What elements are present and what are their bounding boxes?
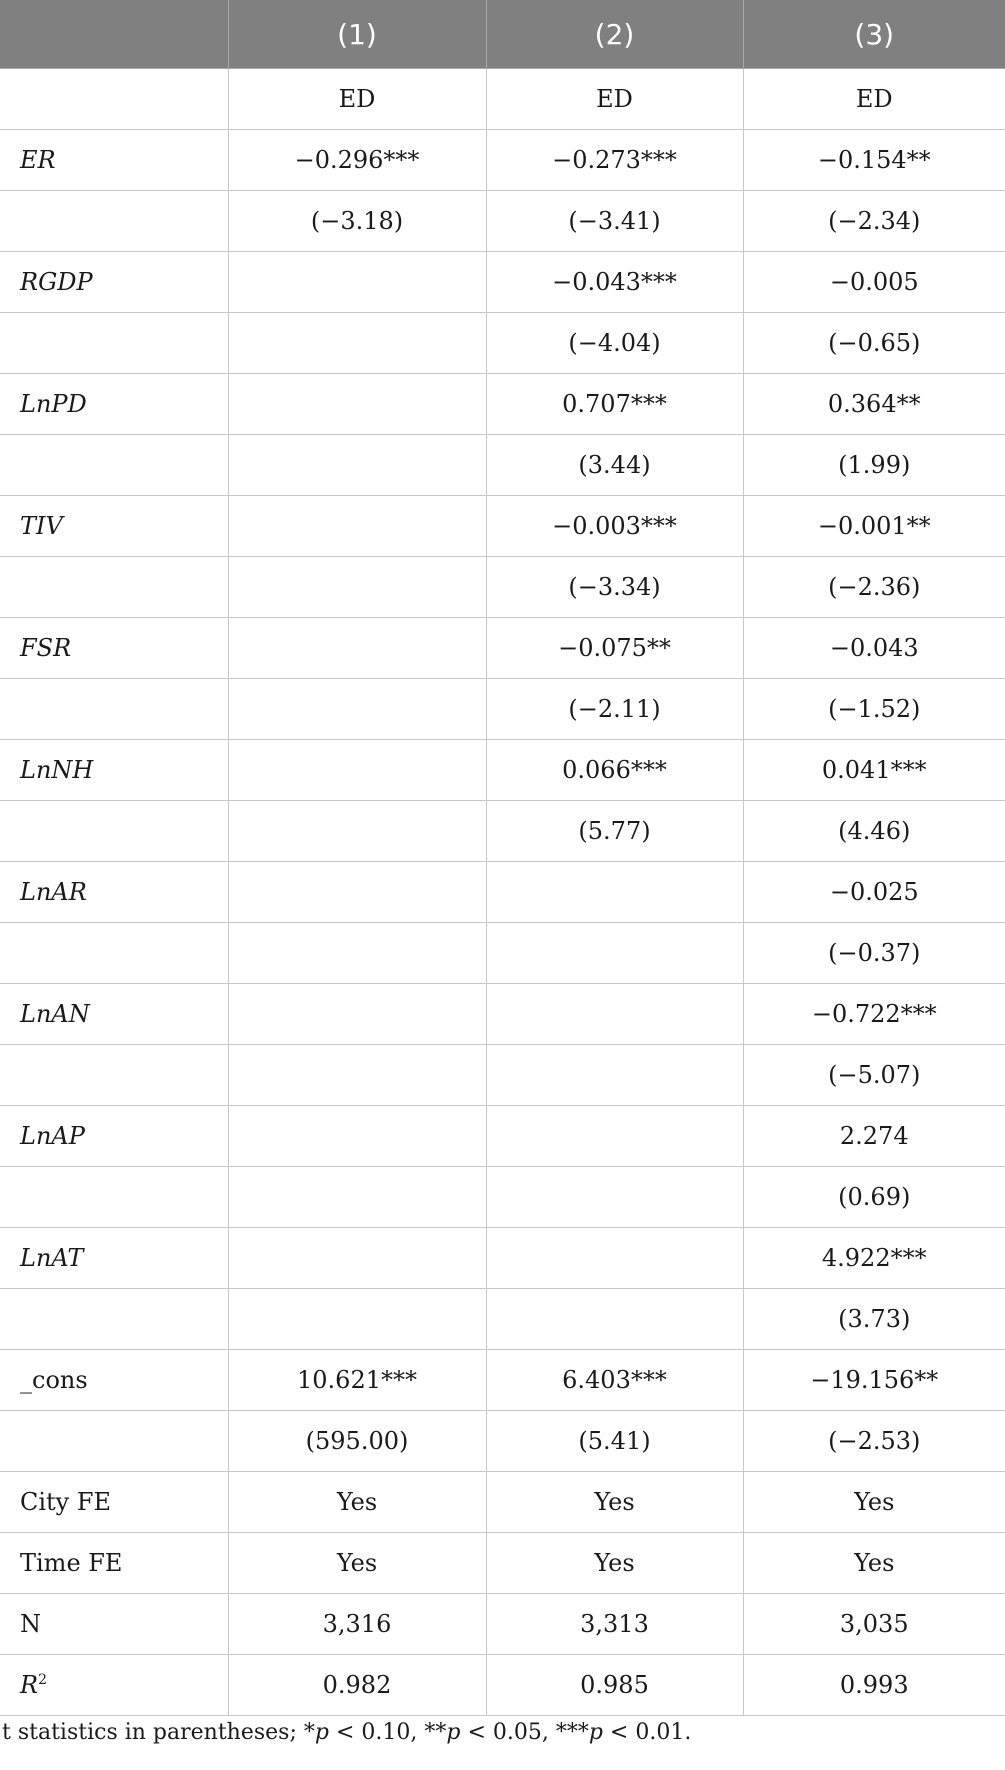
row-cell-col2: −0.003*** [486,496,743,557]
r-squared-col1: 0.982 [228,1655,486,1716]
row-label: N [0,1594,228,1655]
table-row [0,1594,1005,1655]
row-label [0,1045,228,1106]
row-cell-col1 [228,862,486,923]
row-label: LnAT [0,1228,228,1289]
depvar-col3: ED [743,69,1005,130]
header-cell-blank [0,0,228,69]
row-cell-col2 [486,1228,743,1289]
table-row [0,923,1005,984]
row-cell-col2: Yes [486,1533,743,1594]
row-label: RGDP [0,252,228,313]
row-cell-col3: (3.73) [743,1289,1005,1350]
row-label [0,801,228,862]
row-cell-col3: 3,035 [743,1594,1005,1655]
header-cell-col1: (1) [228,0,486,69]
row-cell-col3: (−0.65) [743,313,1005,374]
row-cell-col1 [228,923,486,984]
table-row [0,679,1005,740]
table-row [0,1106,1005,1167]
row-label [0,1411,228,1472]
row-cell-col2 [486,1289,743,1350]
row-cell-col3: (−2.36) [743,557,1005,618]
note-t2: < 0.05, *** [460,1720,589,1745]
row-cell-col1 [228,618,486,679]
row-cell-col1: 3,316 [228,1594,486,1655]
table-row [0,313,1005,374]
row-cell-col3: (−2.53) [743,1411,1005,1472]
row-cell-col1 [228,1228,486,1289]
row-cell-col3: −19.156** [743,1350,1005,1411]
row-cell-col2: (5.41) [486,1411,743,1472]
row-cell-col3: (−5.07) [743,1045,1005,1106]
row-cell-col1 [228,496,486,557]
row-cell-col1 [228,1167,486,1228]
row-label: LnAN [0,984,228,1045]
row-cell-col1: (595.00) [228,1411,486,1472]
row-cell-col2: −0.043*** [486,252,743,313]
row-cell-col3: (−2.34) [743,191,1005,252]
header-cell-col2: (2) [486,0,743,69]
row-cell-col2: (3.44) [486,435,743,496]
row-label: LnNH [0,740,228,801]
row-label [0,1167,228,1228]
row-label: LnAP [0,1106,228,1167]
row-label [0,557,228,618]
row-cell-col3: 4.922*** [743,1228,1005,1289]
table-row [0,618,1005,679]
row-cell-col3: −0.043 [743,618,1005,679]
table-row [0,1411,1005,1472]
table-row [0,801,1005,862]
row-cell-col1 [228,1045,486,1106]
table-row [0,557,1005,618]
row-cell-col2: (−3.34) [486,557,743,618]
row-label [0,923,228,984]
row-cell-col2: 6.403*** [486,1350,743,1411]
r-squared-row [0,1655,1005,1716]
depvar-col1: ED [228,69,486,130]
table-row [0,435,1005,496]
row-cell-col2 [486,1167,743,1228]
table-row [0,1045,1005,1106]
row-label: FSR [0,618,228,679]
row-cell-col3: −0.005 [743,252,1005,313]
row-cell-col2 [486,1106,743,1167]
table-row [0,740,1005,801]
row-cell-col1 [228,252,486,313]
depvar-label [0,69,228,130]
row-label [0,435,228,496]
row-label: City FE [0,1472,228,1533]
row-cell-col1 [228,1106,486,1167]
row-cell-col1 [228,374,486,435]
row-cell-col3: −0.025 [743,862,1005,923]
row-cell-col2: Yes [486,1472,743,1533]
row-cell-col1 [228,984,486,1045]
row-cell-col1 [228,435,486,496]
note-t3: < 0.01. [602,1720,692,1745]
table-row [0,374,1005,435]
row-label: LnAR [0,862,228,923]
row-cell-col2 [486,984,743,1045]
row-cell-col1 [228,801,486,862]
r-squared-superscript: 2 [38,1672,47,1688]
table-row [0,1533,1005,1594]
row-label: _cons [0,1350,228,1411]
row-cell-col1: −0.296*** [228,130,486,191]
table-row [0,252,1005,313]
row-cell-col2 [486,923,743,984]
r-squared-col2: 0.985 [486,1655,743,1716]
row-cell-col1: 10.621*** [228,1350,486,1411]
row-cell-col2: 0.066*** [486,740,743,801]
row-label: Time FE [0,1533,228,1594]
row-cell-col2: −0.273*** [486,130,743,191]
row-cell-col1 [228,1289,486,1350]
row-cell-col3: Yes [743,1533,1005,1594]
row-label [0,679,228,740]
row-label [0,1289,228,1350]
row-cell-col3: 0.364** [743,374,1005,435]
table-row [0,1289,1005,1350]
row-cell-col2: 0.707*** [486,374,743,435]
row-cell-col2 [486,862,743,923]
row-label [0,313,228,374]
table-row [0,1472,1005,1533]
depvar-col2: ED [486,69,743,130]
note-p1: p [314,1720,329,1745]
row-label [0,191,228,252]
row-cell-col3: −0.722*** [743,984,1005,1045]
row-cell-col3: −0.001** [743,496,1005,557]
note-p2: p [446,1720,461,1745]
row-cell-col3: (−0.37) [743,923,1005,984]
row-cell-col1: Yes [228,1472,486,1533]
row-cell-col2 [486,1045,743,1106]
row-cell-col3: (1.99) [743,435,1005,496]
row-cell-col2: (5.77) [486,801,743,862]
table-row [0,1228,1005,1289]
header-cell-col3: (3) [743,0,1005,69]
row-cell-col1 [228,557,486,618]
table-row [0,1350,1005,1411]
table-row [0,496,1005,557]
row-label: ER [0,130,228,191]
row-cell-col1 [228,679,486,740]
row-label: TIV [0,496,228,557]
row-cell-col2: −0.075** [486,618,743,679]
row-cell-col2: (−4.04) [486,313,743,374]
row-cell-col3: (0.69) [743,1167,1005,1228]
r-squared-label [0,1655,228,1716]
table-row [0,191,1005,252]
r-squared-letter: R [20,1671,39,1699]
row-cell-col3: 2.274 [743,1106,1005,1167]
row-cell-col3: 0.041*** [743,740,1005,801]
row-cell-col1 [228,313,486,374]
r-squared-col3: 0.993 [743,1655,1005,1716]
header-row [0,0,1005,69]
row-cell-col1: Yes [228,1533,486,1594]
row-cell-col3: Yes [743,1472,1005,1533]
row-cell-col3: (−1.52) [743,679,1005,740]
note-prefix: t statistics in parentheses; * [2,1720,315,1745]
row-cell-col2: (−3.41) [486,191,743,252]
row-cell-col3: (4.46) [743,801,1005,862]
row-cell-col2: 3,313 [486,1594,743,1655]
note-p3: p [588,1720,603,1745]
table-row [0,984,1005,1045]
table-row [0,1167,1005,1228]
note-t1: < 0.10, ** [328,1720,447,1745]
row-cell-col1: (−3.18) [228,191,486,252]
table-row [0,862,1005,923]
row-cell-col3: −0.154** [743,130,1005,191]
row-label: LnPD [0,374,228,435]
table-row [0,130,1005,191]
row-cell-col1 [228,740,486,801]
table-body [0,69,1005,1716]
table-footnote [2,1720,1005,1745]
depvar-row [0,69,1005,130]
row-cell-col2: (−2.11) [486,679,743,740]
